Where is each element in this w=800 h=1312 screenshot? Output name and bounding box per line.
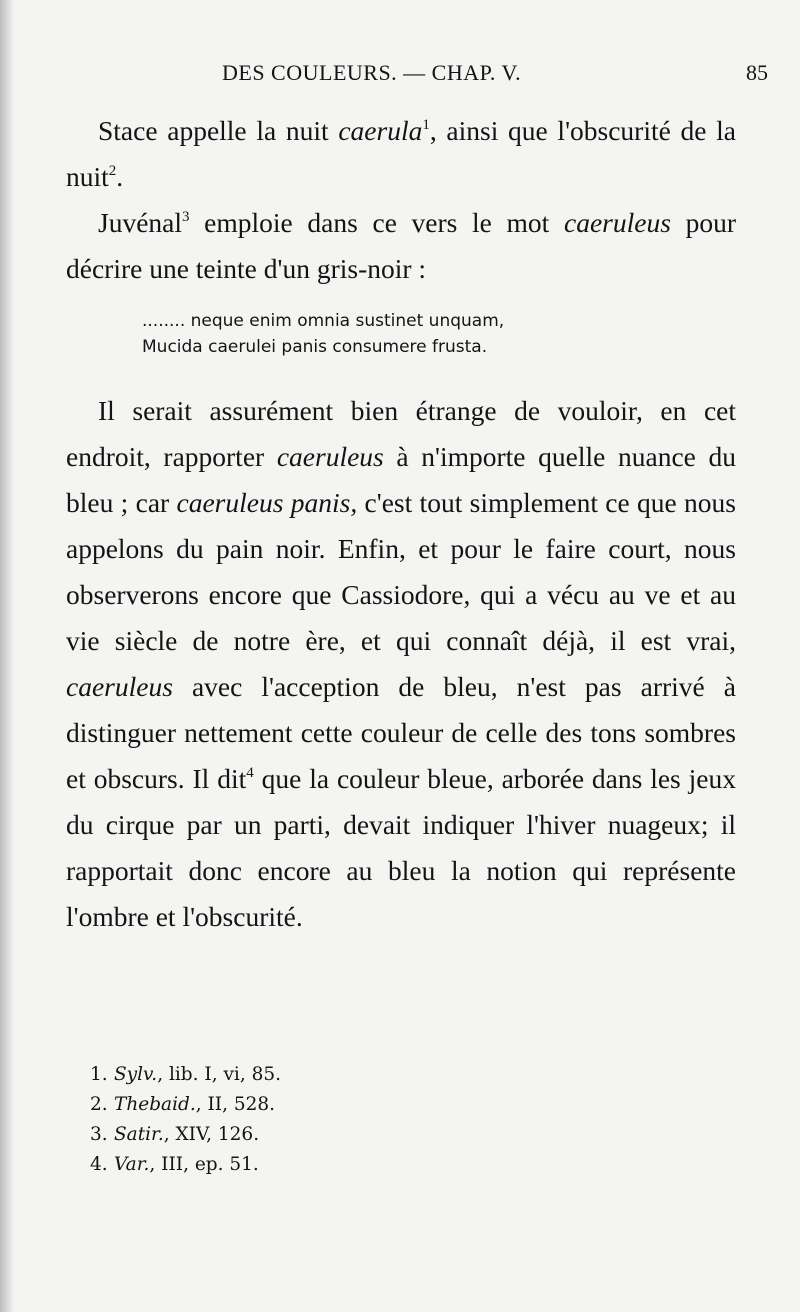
footnote-work: Thebaid. xyxy=(114,1094,196,1115)
footnote-reference: , II, 528. xyxy=(195,1094,276,1115)
paragraph-2 xyxy=(66,200,736,292)
footnote-reference: , lib. I, vi, 85. xyxy=(157,1064,282,1085)
text-run: Stace appelle la nuit xyxy=(98,115,339,146)
verse-line-2: Mucida caerulei panis consumere frusta. xyxy=(142,337,488,357)
footnotes xyxy=(90,1060,730,1180)
page-number: 85 xyxy=(746,60,768,85)
text-run: Il serait assurément bien étrange de vouloir, en cet endroit, rapporter xyxy=(66,395,736,472)
century-numeral: vie xyxy=(66,625,100,656)
italic-term: caeruleus xyxy=(276,441,384,472)
italic-term: caerula xyxy=(338,115,423,146)
text-run: . xyxy=(116,161,124,192)
footnote xyxy=(90,1090,730,1120)
footnote-ref-3: 3 xyxy=(182,209,190,225)
text-run: c'est tout simplement ce que nous appelons du pain noir. Enfin, et pour le faire court, nous observerons encore que Cassiodore, qui a vécu au xyxy=(66,487,736,610)
footnote-number: 1. xyxy=(90,1064,108,1085)
text-run: siècle de notre ère, et qui connaît déjà, il est vrai, xyxy=(99,625,736,656)
text-run: à n'importe quelle nuance du bleu ; car xyxy=(66,441,736,518)
century-numeral: ve xyxy=(644,579,671,610)
footnote-work: Satir. xyxy=(114,1124,164,1145)
page-edge-shadow xyxy=(0,0,14,1312)
footnote-work: Var. xyxy=(114,1154,150,1175)
text-run: , ainsi que l'obscurité de la nuit xyxy=(66,115,736,192)
text-run: et au xyxy=(670,579,736,610)
footnote-ref-1: 1 xyxy=(422,117,430,133)
footnote-reference: , XIV, 126. xyxy=(163,1124,260,1145)
paragraph-1 xyxy=(66,108,736,200)
footnote-number: 2. xyxy=(90,1094,108,1115)
footnote xyxy=(90,1120,730,1150)
footnote xyxy=(90,1150,730,1180)
verse-line-1: ........ neque enim omnia sustinet unquam, xyxy=(142,311,505,331)
running-title: DES COULEURS. — CHAP. V. xyxy=(222,60,522,85)
text-run: emploie dans ce vers le mot xyxy=(189,207,564,238)
footnote-ref-4: 4 xyxy=(246,765,254,781)
italic-term: caeruleus xyxy=(563,207,671,238)
footnote xyxy=(90,1060,730,1090)
text-run: avec l'acception de bleu, n'est pas arrivé à distinguer nettement cette couleur de celle des tons sombres et obscurs. Il dit xyxy=(66,671,736,794)
footnote-ref-2: 2 xyxy=(108,163,117,179)
text-run: que la couleur bleue, arborée dans les jeux du cirque par un parti, devait indiquer l'hiver nuageux; il rapportait donc encore au bleu la notion qui représente l'ombre et l'obscurité. xyxy=(66,763,736,932)
footnote-number: 3. xyxy=(90,1124,108,1145)
footnote-work: Sylv. xyxy=(114,1064,158,1085)
paragraph-3 xyxy=(66,388,736,940)
footnote-number: 4. xyxy=(90,1154,108,1175)
body-text xyxy=(66,108,736,940)
italic-term: caeruleus panis, xyxy=(176,487,358,518)
text-run: pour décrire une teinte d'un gris-noir : xyxy=(66,207,736,284)
italic-term: caeruleus xyxy=(66,671,173,702)
running-head xyxy=(68,60,768,96)
text-run: Juvénal xyxy=(98,207,183,238)
footnote-reference: , III, ep. 51. xyxy=(149,1154,259,1175)
verse-quotation xyxy=(142,308,736,360)
